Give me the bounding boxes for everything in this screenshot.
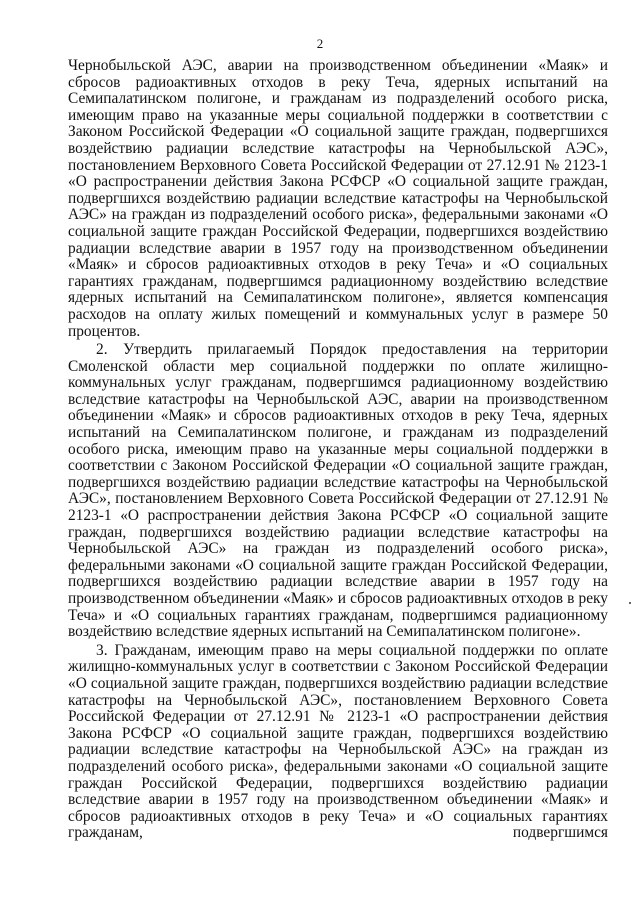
paragraph-2: 2. Утвердить прилагаемый Порядок предоставления на территории Смоленской области мер социальной поддержки по оплате жилищно-коммунальных услуг гражданам, подвергшимся радиационному воздействию вследствие катастрофы на Чернобыльской АЭС, аварии на производственном объединении «Маяк» и сбросов радиоактивных отходов в реку Теча, ядерных испытаний на Семипалатинском полигоне, и гражданам из подразделений особого риска, имеющим право на указанные меры социальной поддержки в соответствии с Законом Российской Федерации «О социальной защите граждан, подвергшихся воздействию радиации вследствие катастрофы на Чернобыльской АЭС», постановлением Верховного Совета Российской Федерации от 27.12.91 № 2123-1 «О распространении действия Закона РСФСР «О социальной защите граждан, подвергшихся воздействию радиации вследствие катастрофы на Чернобыльской АЭС» на граждан из подразделений особого риска», федеральными законами «О социальной защите граждан Российской Федерации, подвергшихся воздействию радиации вследствие аварии в 1957 году на производственном объединении «Маяк» и сбросов радиоактивных отходов в реку Теча» и «О социальных гарантиях гражданам, подвергшимся радиационному воздействию вследствие ядерных испытаний на Семипалатинском полигоне». [68,341,608,641]
document-body [68,58,608,842]
paragraph-3: 3. Гражданам, имеющим право на меры социальной поддержки по оплате жилищно-коммунальных услуг в соответствии с Законом Российской Федерации «О социальной защите граждан, подвергшихся воздействию радиации вследствие катастрофы на Чернобыльской АЭС», постановлением Верховного Совета Российской Федерации от 27.12.91 № 2123-1 «О распространении действия Закона РСФСР «О социальной защите граждан, подвергшихся воздействию радиации вследствие катастрофы на Чернобыльской АЭС» на граждан из подразделений особого риска», федеральными законами «О социальной защите граждан Российской Федерации, подвергшихся воздействию радиации вследствие аварии в 1957 году на производственном объединении «Маяк» и сбросов радиоактивных отходов в реку Теча» и «О социальных гарантиях гражданам, подвергшимся [68,641,608,842]
page-number: 2 [316,36,324,51]
paragraph-continued: Чернобыльской АЭС, аварии на производственном объединении «Маяк» и сбросов радиоактивных отходов в реку Теча, ядерных испытаний на Семипалатинском полигоне, и гражданам из подразделений особого риска, имеющим право на указанные меры социальной поддержки в соответствии с Законом Российской Федерации «О социальной защите граждан, подвергшихся воздействию радиации вследствие катастрофы на Чернобыльской АЭС», постановлением Верховного Совета Российской Федерации от 27.12.91 № 2123-1 «О распространении действия Закона РСФСР «О социальной защите граждан, подвергшихся воздействию радиации вследствие катастрофы на Чернобыльской АЭС» на граждан из подразделений особого риска», федеральными законами «О социальной защите граждан Российской Федерации, подвергшихся воздействию радиации вследствие аварии в 1957 году на производственном объединении «Маяк» и сбросов радиоактивных отходов в реку Теча» и «О социальных гарантиях гражданам, подвергшимся радиационному воздействию вследствие ядерных испытаний на Семипалатинском полигоне», является компенсация расходов на оплату жилых помещений и коммунальных услуг в размере 50 процентов. [68,57,608,340]
margin-mark [629,602,631,604]
